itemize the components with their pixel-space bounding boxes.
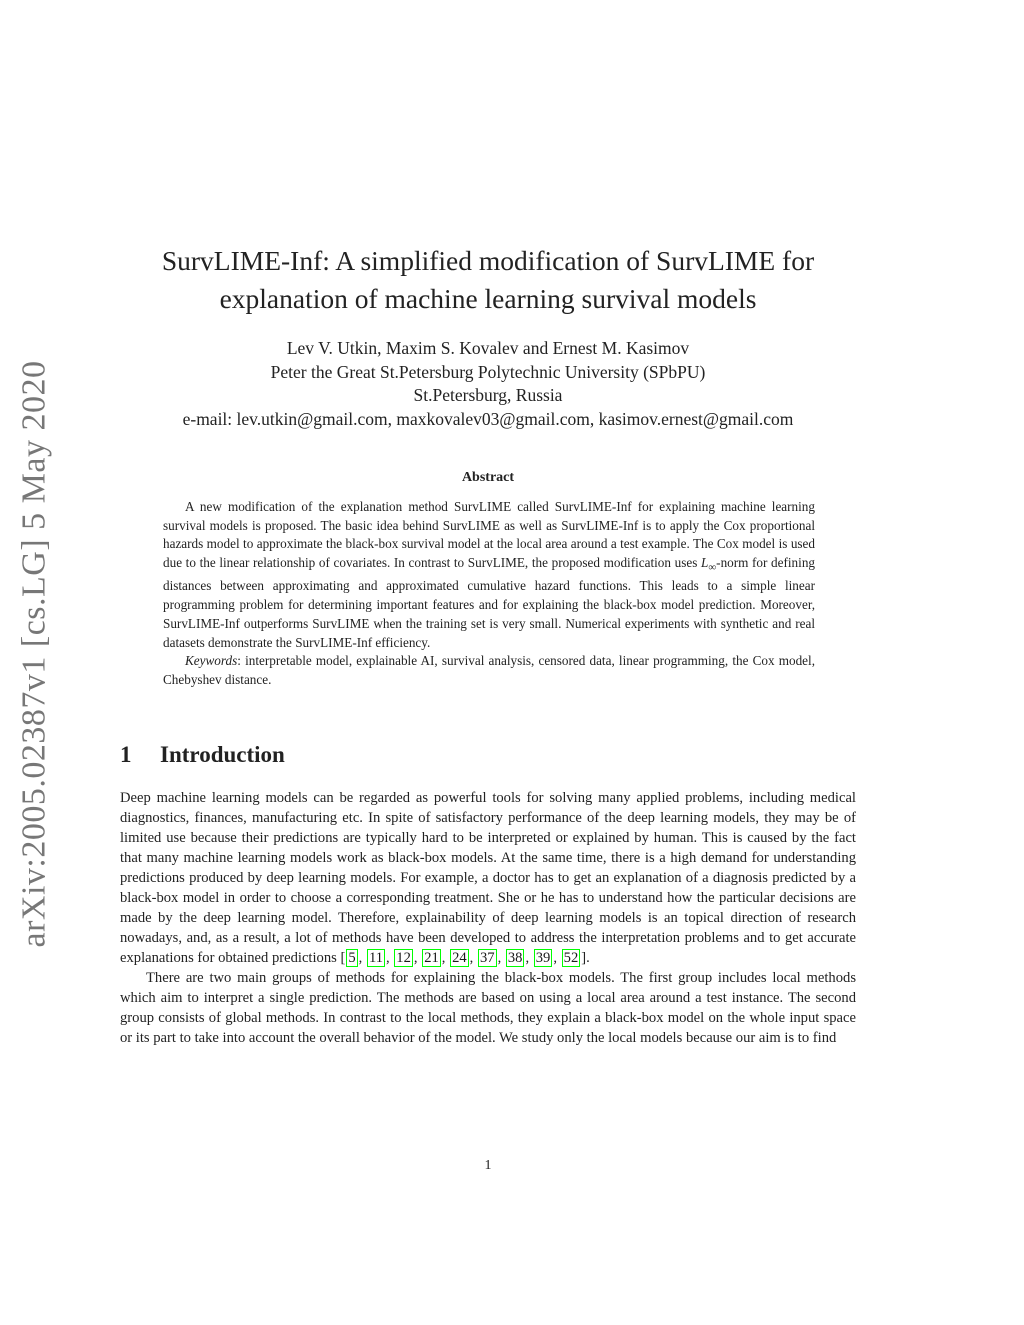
abstract-paragraph	[163, 498, 815, 652]
arxiv-identifier: arXiv:2005.02387v1 [cs.LG] 5 May 2020	[15, 360, 53, 948]
author-block	[100, 337, 876, 431]
title-line-2: explanation of machine learning survival models	[219, 283, 757, 314]
abstract-heading: Abstract	[461, 470, 515, 485]
citation-link[interactable]: 38	[507, 950, 523, 966]
citation-link[interactable]: 39	[535, 950, 551, 966]
intro-paragraph-1-text: Deep machine learning models can be regarded as powerful tools for solving many applied problems, including medical diagnostics, finances, manufacturing etc. In spite of satisfactory performance of the deep learning models, they may be of limited use because their predictions are typically hard to be interpreted or explained by human. This is caused by the fact that many machine learning models work as black-box models. At the same time, there is a high demand for understanding predictions produced by deep learning models. For example, a doctor has to get an explanation of a diagnosis predicted by a black-box model in order to choose a corresponding treatment. She or he has to understand how the particular decisions are made by the deep learning model. Therefore, explainability of deep learning models is an topical direction of research nowadays, and, as a result, a lot of methods have been developed to address the interpretation problems and to get accurate explanations for obtained predictions	[120, 790, 856, 966]
abstract-text-after: -norm for defining distances between approximating and approximated cumulative hazard functions. This leads to a simple linear programming problem for determining important features and for explaining the black-box model prediction. Moreover, SurvLIME-Inf outperforms SurvLIME when the training set is very small. Numerical experiments with synthetic and real datasets demonstrate the SurvLIME-Inf efficiency.	[163, 555, 816, 650]
citation-link[interactable]: 52	[563, 950, 579, 966]
keywords-paragraph	[163, 652, 815, 689]
section-heading	[120, 742, 285, 768]
section-number: 1	[120, 742, 132, 767]
keywords-label: Keywords	[185, 653, 238, 669]
intro-paragraph-1: Deep machine learning models can be regarded as powerful tools for solving many applied problems, including medical diagnostics, finances, manufacturing etc. In spite of satisfactory performance of the deep learning models, they may be of limited use because their predictions are typically hard to be interpreted or explained by human. This is caused by the fact that many machine learning models work as black-box models. At the same time, there is a high demand for understanding predictions produced by deep learning models. For example, a doctor has to get an explanation of a diagnosis predicted by a black-box model in order to choose a corresponding treatment. She or he has to understand how the particular decisions are made by the deep learning model. Therefore, explainability of deep learning models is an topical direction of research nowadays, and, as a result, a lot of methods have been developed to address the interpretation problems and to get accurate explanations for obtained predictions [ 5 , 11 , 12 , 21 , 24 , 37 , 38 , 39 , 52 ].	[120, 790, 856, 966]
citation-link[interactable]: 21	[424, 950, 439, 966]
author-affiliation: Peter the Great St.Petersburg Polytechnic University (SPbPU)	[270, 361, 706, 382]
citation-open-bracket: [	[340, 950, 346, 966]
citation-link[interactable]: 5	[348, 950, 356, 966]
citation-link[interactable]: 24	[452, 950, 467, 966]
norm-symbol: L	[700, 555, 709, 571]
introduction-body	[120, 788, 856, 1048]
title-line-1: SurvLIME-Inf: A simplified modification of SurvLIME for	[161, 245, 815, 276]
author-names: Lev V. Utkin, Maxim S. Kovalev and Ernest M. Kasimov	[286, 338, 690, 358]
section-title: Introduction	[160, 742, 285, 767]
citation-link[interactable]: 12	[396, 950, 411, 966]
keywords-list: : interpretable model, explainable AI, survival analysis, censored data, linear programming, the Cox model, Chebyshev distance.	[163, 653, 815, 687]
abstract-body	[163, 498, 815, 690]
norm-subscript: ∞	[708, 561, 717, 574]
citation-link[interactable]: 11	[368, 950, 383, 966]
citation-link[interactable]: 37	[479, 950, 495, 966]
page-number: 1	[484, 1158, 492, 1173]
arxiv-identifier-stamp	[10, 352, 58, 956]
abstract-text-before: A new modification of the explanation method SurvLIME called SurvLIME-Inf for explaining machine learning survival models is proposed. The basic idea behind SurvLIME as well as SurvLIME-Inf is to apply the Cox proportional hazards model to approximate the black-box survival model at the local area around a test example. The Cox model is used due to the linear relationship of covariates. In contrast to SurvLIME, the proposed modification uses	[163, 499, 815, 571]
intro-paragraph-2: There are two main groups of methods for explaining the black-box models. The first group includes local methods which aim to interpret a single prediction. The methods are based on using a local area around a test instance. The second group consists of global methods. In contrast to the local methods, they explain a black-box model on the whole input space or its part to take into account the overall behavior of the model. We study only the local models because our aim is to find	[120, 970, 856, 1046]
paper-title	[120, 242, 856, 318]
author-location: St.Petersburg, Russia	[413, 385, 563, 405]
citation-close: ].	[581, 950, 590, 966]
author-emails: e-mail: lev.utkin@gmail.com, maxkovalev03@gmail.com, kasimov.ernest@gmail.com	[182, 408, 794, 429]
